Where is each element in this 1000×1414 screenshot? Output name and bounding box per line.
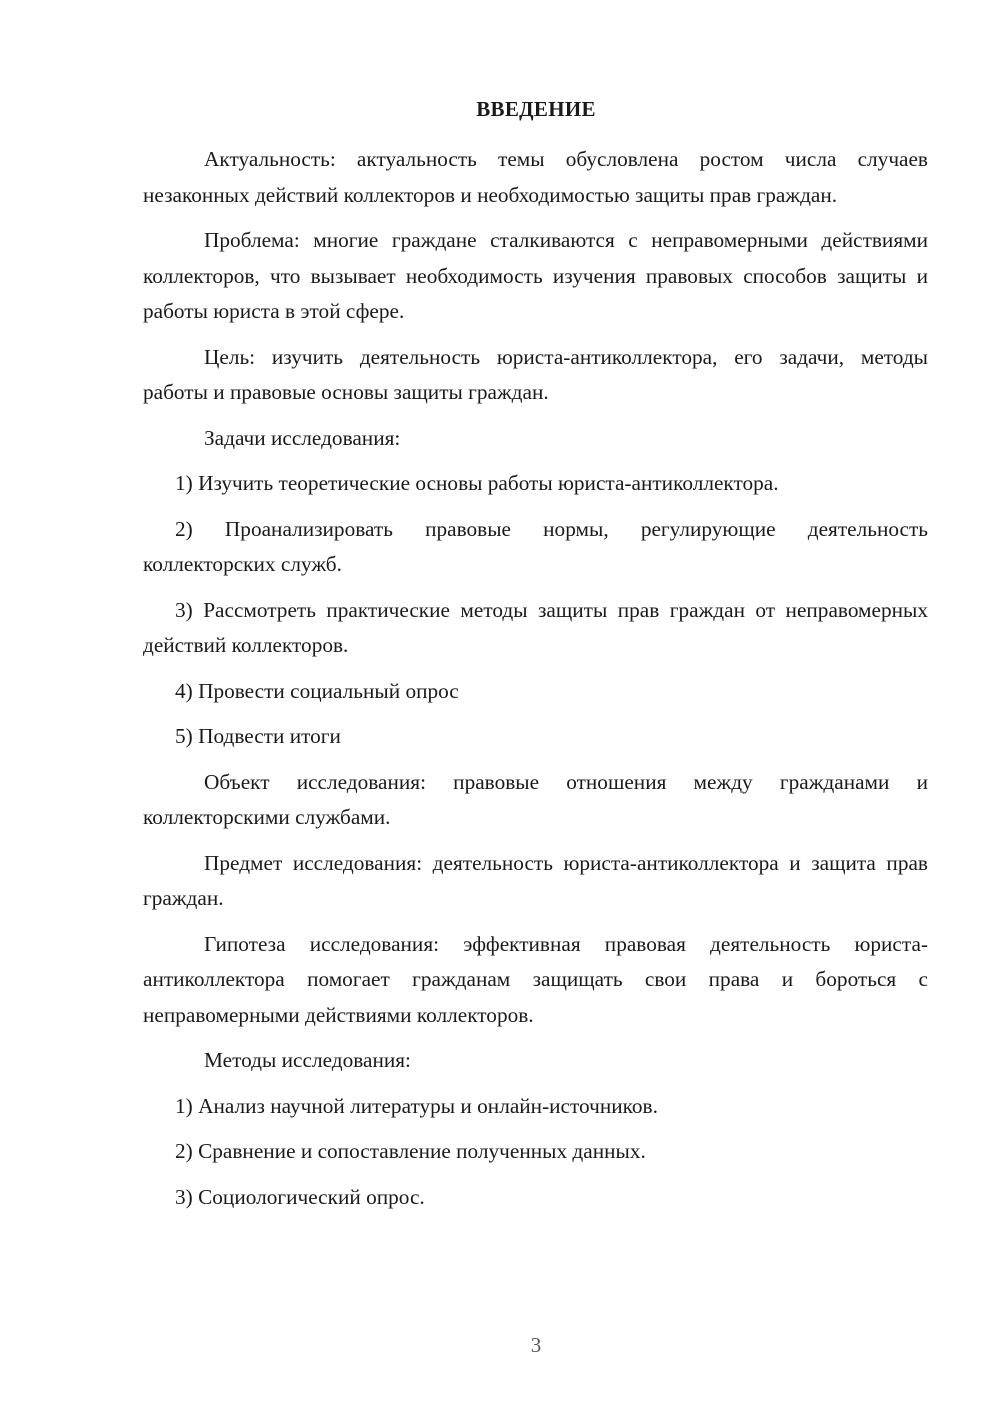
methods-heading: Методы исследования:	[204, 1048, 411, 1072]
task-item: 1) Изучить теоретические основы работы юриста-антиколлектора.	[175, 471, 779, 495]
document-body	[143, 142, 928, 1225]
object-paragraph: Объект исследования: правовые отношения между гражданами и коллекторскими службами.	[143, 769, 928, 829]
tasks-heading: Задачи исследования:	[204, 425, 401, 450]
method-item: 3) Социологический опрос.	[175, 1184, 425, 1209]
task-item: 5) Подвести итоги	[175, 724, 341, 748]
method-item: 2) Сравнение и сопоставление полученных данных.	[175, 1139, 646, 1163]
method-item: 1) Анализ научной литературы и онлайн-источников.	[175, 1093, 658, 1118]
page-title: ВВЕДЕНИЕ	[476, 97, 596, 121]
task-item: 4) Провести социальный опрос	[175, 678, 459, 703]
task-item: 3) Рассмотреть практические методы защиты прав граждан от неправомерных действий коллекторов.	[143, 597, 928, 657]
task-item: 2) Проанализировать правовые нормы, регулирующие деятельность коллекторских служб.	[143, 516, 928, 576]
goal-paragraph: Цель: изучить деятельность юриста-антиколлектора, его задачи, методы работы и правовые основы защиты граждан.	[143, 344, 928, 404]
page-number: 3	[530, 1333, 542, 1357]
subject-paragraph: Предмет исследования: деятельность юриста-антиколлектора и защита прав граждан.	[143, 850, 928, 910]
relevance-paragraph: Актуальность: актуальность темы обусловлена ростом числа случаев незаконных действий коллекторов и необходимостью защиты прав граждан.	[143, 147, 928, 207]
hypothesis-paragraph: Гипотеза исследования: эффективная правовая деятельность юриста-антиколлектора помогает гражданам защищать свои права и бороться с неправомерными действиями коллекторов.	[143, 931, 928, 1027]
problem-paragraph: Проблема: многие граждане сталкиваются с неправомерными действиями коллекторов, что вызывает необходимость изучения правовых способов защиты и работы юриста в этой сфере.	[143, 228, 928, 323]
